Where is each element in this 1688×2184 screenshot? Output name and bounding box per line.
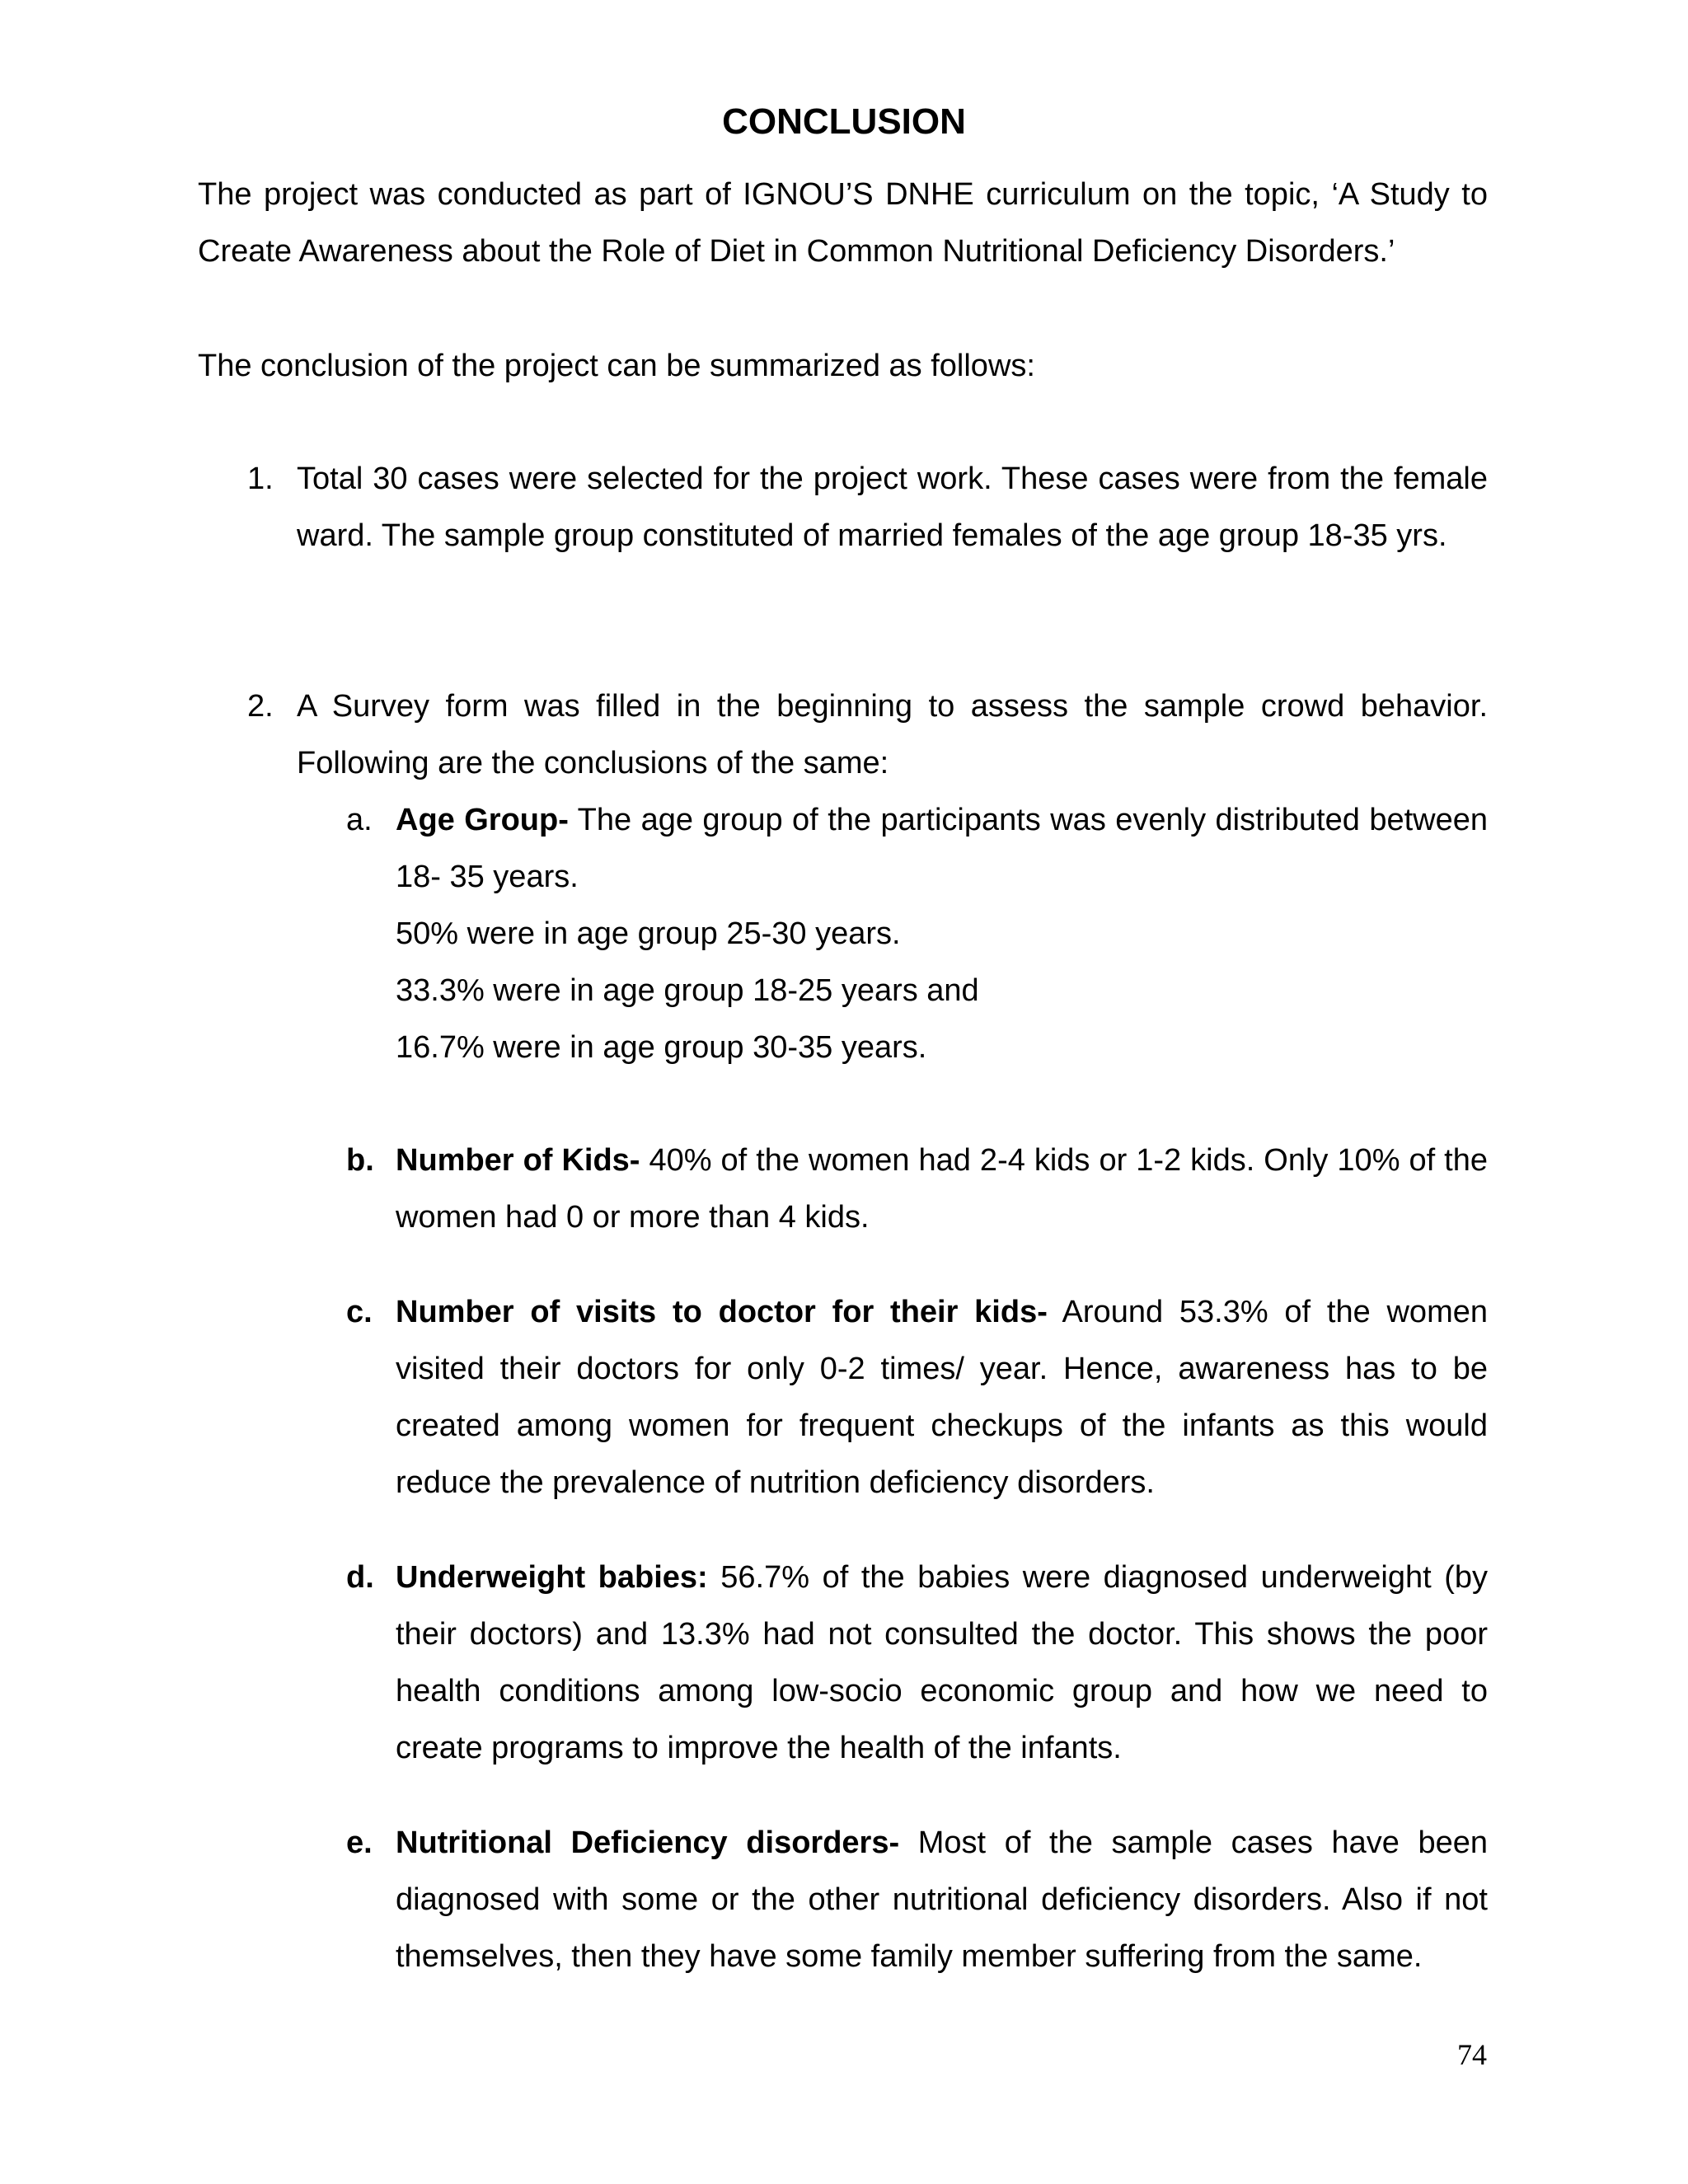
- sub-list-marker: c.: [346, 1295, 373, 1329]
- subitem-text: 40% of the women had 2-4 kids or 1-2 kids. Only 10% of the women had 0 or more than 4 kids.: [396, 1143, 1488, 1235]
- subitem-doctor-visits: [198, 1284, 1488, 1511]
- subitem-text: Most of the sample cases have been diagnosed with some or the other nutritional deficiency disorders. Also if not themselves, then they have some family member suffering from the same.: [396, 1825, 1489, 1974]
- subitem-deficiency-disorders: [198, 1815, 1488, 1985]
- page-title: CONCLUSION: [722, 101, 966, 142]
- numbered-item-1: [198, 451, 1488, 565]
- sub-list-marker: d.: [346, 1560, 374, 1595]
- subitem-heading: Nutritional Deficiency disorders-: [396, 1825, 900, 1860]
- subitem-body: [396, 1284, 1488, 1511]
- age-stat-line: 16.7% were in age group 30-35 years.: [396, 1030, 927, 1065]
- subitem-underweight-babies: [198, 1549, 1488, 1777]
- subitem-body: [396, 1132, 1488, 1246]
- subitem-text: The age group of the participants was evenly distributed between 18- 35 years.: [396, 803, 1488, 894]
- sub-list-marker: b.: [346, 1143, 374, 1178]
- subitem-number-of-kids: [198, 1132, 1488, 1246]
- subitem-heading: Number of visits to doctor for their kids-: [396, 1295, 1048, 1329]
- subitem-heading: Age Group-: [396, 803, 569, 837]
- sub-list-marker: a.: [346, 803, 373, 837]
- subitem-body: [396, 792, 1488, 1076]
- summary-intro-paragraph: The conclusion of the project can be summarized as follows:: [198, 349, 1035, 383]
- list-item-text: Total 30 cases were selected for the project work. These cases were from the female ward. The sample group constituted of married females of the age group 18-35 yrs.: [297, 462, 1488, 553]
- subitem-body: [396, 1815, 1488, 1985]
- subitem-heading: Underweight babies:: [396, 1560, 708, 1595]
- numbered-item-2: [198, 678, 1488, 792]
- list-item-text: A Survey form was filled in the beginning to assess the sample crowd behavior. Following are the conclusions of the same:: [297, 689, 1488, 780]
- sub-list-marker: e.: [346, 1825, 373, 1860]
- subitem-age-group: [198, 792, 1488, 1076]
- subitem-heading: Number of Kids-: [396, 1143, 640, 1178]
- subitem-body: [396, 1549, 1488, 1777]
- list-marker: 2.: [247, 689, 274, 724]
- subitem-text: Around 53.3% of the women visited their doctors for only 0-2 times/ year. Hence, awareness has to be created among women for frequent checkups of the infants as this would reduce the prevalence of nutrition deficiency disorders.: [396, 1295, 1488, 1500]
- age-stat-line: 33.3% were in age group 18-25 years and: [396, 973, 979, 1008]
- page-number: 74: [1457, 2038, 1487, 2071]
- age-stat-line: 50% were in age group 25-30 years.: [396, 916, 901, 951]
- intro-paragraph: The project was conducted as part of IGNOU’S DNHE curriculum on the topic, ‘A Study to Create Awareness about the Role of Diet in Common Nutritional Deficiency Disorders.’: [198, 177, 1488, 269]
- list-marker: 1.: [247, 462, 274, 496]
- subitem-text: 56.7% of the babies were diagnosed underweight (by their doctors) and 13.3% had not consulted the doctor. This shows the poor health conditions among low-socio economic group and how we need to create programs to improve the health of the infants.: [396, 1560, 1488, 1765]
